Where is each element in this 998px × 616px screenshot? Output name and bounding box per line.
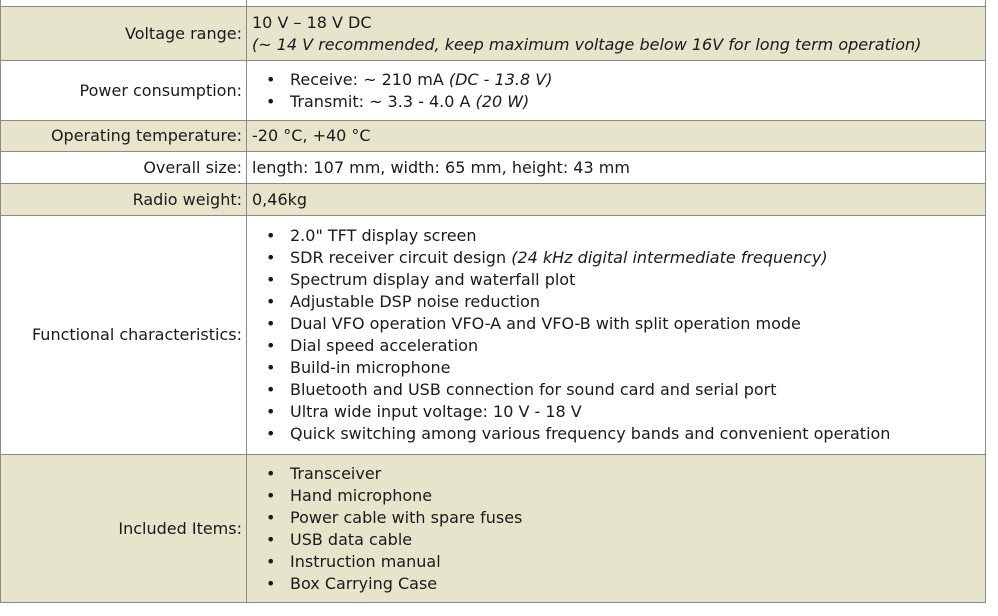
included-value — [247, 455, 986, 603]
temperature-value: -20 °C, +40 °C — [247, 121, 986, 152]
voltage-value — [247, 7, 986, 61]
list-item: • USB data cable — [252, 529, 981, 551]
size-value: length: 107 mm, width: 65 mm, height: 43 mm — [247, 152, 986, 184]
weight-label: Radio weight: — [1, 184, 247, 216]
power-label: Power consumption: — [1, 61, 247, 121]
table-row-included — [1, 455, 986, 603]
functional-sdr-text: SDR receiver circuit design — [290, 248, 512, 267]
list-item — [252, 247, 981, 269]
list-item — [252, 69, 981, 91]
functional-label: Functional characteristics: — [1, 216, 247, 455]
table-row-size — [1, 152, 986, 184]
power-receive-text: Receive: ~ 210 mA — [290, 69, 449, 89]
list-item: • Build-in microphone — [252, 357, 981, 379]
power-receive-note: (DC - 13.8 V) — [448, 69, 553, 89]
table-row-weight — [1, 184, 986, 216]
table-row-voltage — [1, 7, 986, 61]
list-item: • Quick switching among various frequency bands and convenient operation — [252, 423, 981, 445]
weight-value: 0,46kg — [247, 184, 986, 216]
list-item: • Spectrum display and waterfall plot — [252, 269, 981, 291]
list-item: • Instruction manual — [252, 551, 981, 573]
functional-value — [247, 216, 986, 455]
list-item: • Ultra wide input voltage: 10 V - 18 V — [252, 401, 981, 423]
list-item: • Transceiver — [252, 463, 981, 485]
list-item — [252, 91, 981, 113]
functional-list — [252, 225, 981, 445]
list-item: • Adjustable DSP noise reduction — [252, 291, 981, 313]
functional-sdr-note: (24 kHz digital intermediate frequency) — [511, 248, 828, 267]
list-item: • Dial speed acceleration — [252, 335, 981, 357]
included-label: Included Items: — [1, 455, 247, 603]
power-list — [252, 69, 981, 113]
list-item: • Dual VFO operation VFO-A and VFO-B with split operation mode — [252, 313, 981, 335]
list-item: • 2.0" TFT display screen — [252, 225, 981, 247]
voltage-line-1: 10 V – 18 V DC — [252, 12, 372, 32]
power-value — [247, 61, 986, 121]
table-row-temperature — [1, 121, 986, 152]
size-label: Overall size: — [1, 152, 247, 184]
voltage-label: Voltage range: — [1, 7, 247, 61]
included-list — [252, 463, 981, 595]
power-transmit-text: Transmit: ~ 3.3 - 4.0 A — [290, 91, 476, 111]
list-item: • Power cable with spare fuses — [252, 507, 981, 529]
table-row-power — [1, 61, 986, 121]
list-item: • Bluetooth and USB connection for sound card and serial port — [252, 379, 981, 401]
power-transmit-note: (20 W) — [475, 91, 530, 111]
temperature-label: Operating temperature: — [1, 121, 247, 152]
table-row-functional — [1, 216, 986, 455]
voltage-line-2: (~ 14 V recommended, keep maximum voltage below 16V for long term operation) — [252, 34, 922, 54]
list-item: • Box Carrying Case — [252, 573, 981, 595]
list-item: • Hand microphone — [252, 485, 981, 507]
